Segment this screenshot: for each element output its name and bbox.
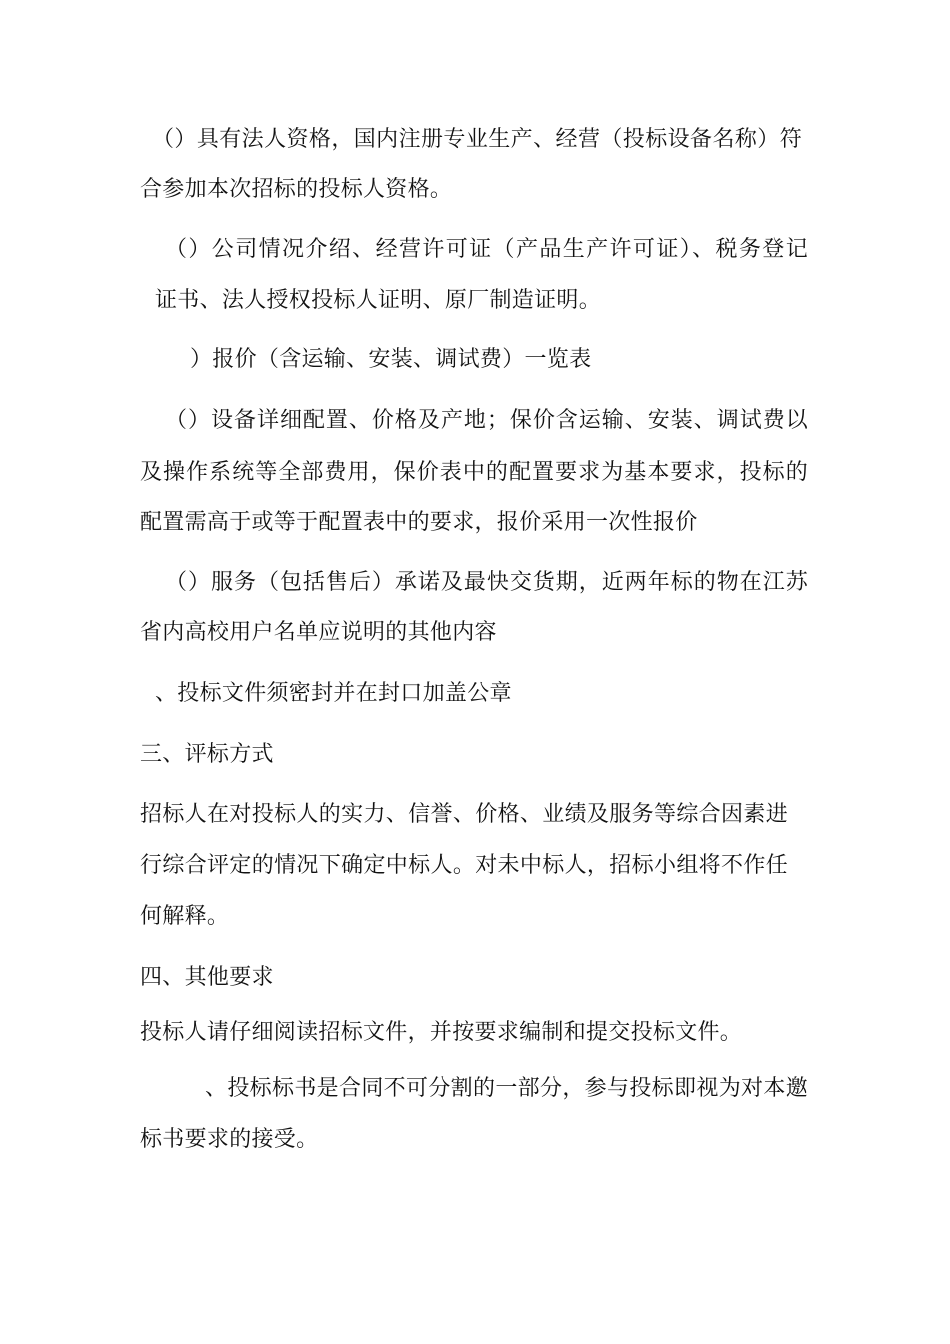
text-line-4: 证书、法人授权投标人证明、原厂制造证明。 bbox=[155, 288, 602, 313]
text-line-10: 省内高校用户名单应说明的其他内容 bbox=[140, 620, 497, 645]
text-line-9: （）服务（包括售后）承诺及最快交货期，近两年标的物在江苏 bbox=[165, 570, 808, 595]
text-line-15: 何解释。 bbox=[140, 904, 230, 929]
text-line-5: ）报价（含运输、安装、调试费）一览表 bbox=[190, 347, 592, 372]
section-heading-other: 四、其他要求 bbox=[140, 965, 274, 990]
text-line-19: 标书要求的接受。 bbox=[140, 1127, 319, 1152]
text-line-2: 合参加本次招标的投标人资格。 bbox=[140, 177, 453, 202]
text-line-17: 投标人请仔细阅读招标文件，并按要求编制和提交投标文件。 bbox=[140, 1020, 743, 1045]
text-line-8: 配置需高于或等于配置表中的要求，报价采用一次性报价 bbox=[140, 510, 698, 535]
text-line-11: 、投标文件须密封并在封口加盖公章 bbox=[155, 681, 512, 706]
text-line-6: （）设备详细配置、价格及产地；保价含运输、安装、调试费以 bbox=[165, 408, 808, 433]
section-heading-evaluation: 三、评标方式 bbox=[140, 742, 274, 767]
text-line-7: 及操作系统等全部费用，保价表中的配置要求为基本要求，投标的 bbox=[140, 460, 808, 485]
text-line-14: 行综合评定的情况下确定中标人。对未中标人，招标小组将不作任 bbox=[140, 853, 788, 878]
text-line-1: （）具有法人资格，国内注册专业生产、经营（投标设备名称）符 bbox=[152, 127, 802, 152]
text-line-13: 招标人在对投标人的实力、信誉、价格、业绩及服务等综合因素进 bbox=[140, 802, 788, 827]
text-line-3: （）公司情况介绍、经营许可证（产品生产许可证）、税务登记 bbox=[165, 237, 808, 262]
text-line-18: 、投标标书是合同不可分割的一部分，参与投标即视为对本邀 bbox=[205, 1076, 808, 1101]
